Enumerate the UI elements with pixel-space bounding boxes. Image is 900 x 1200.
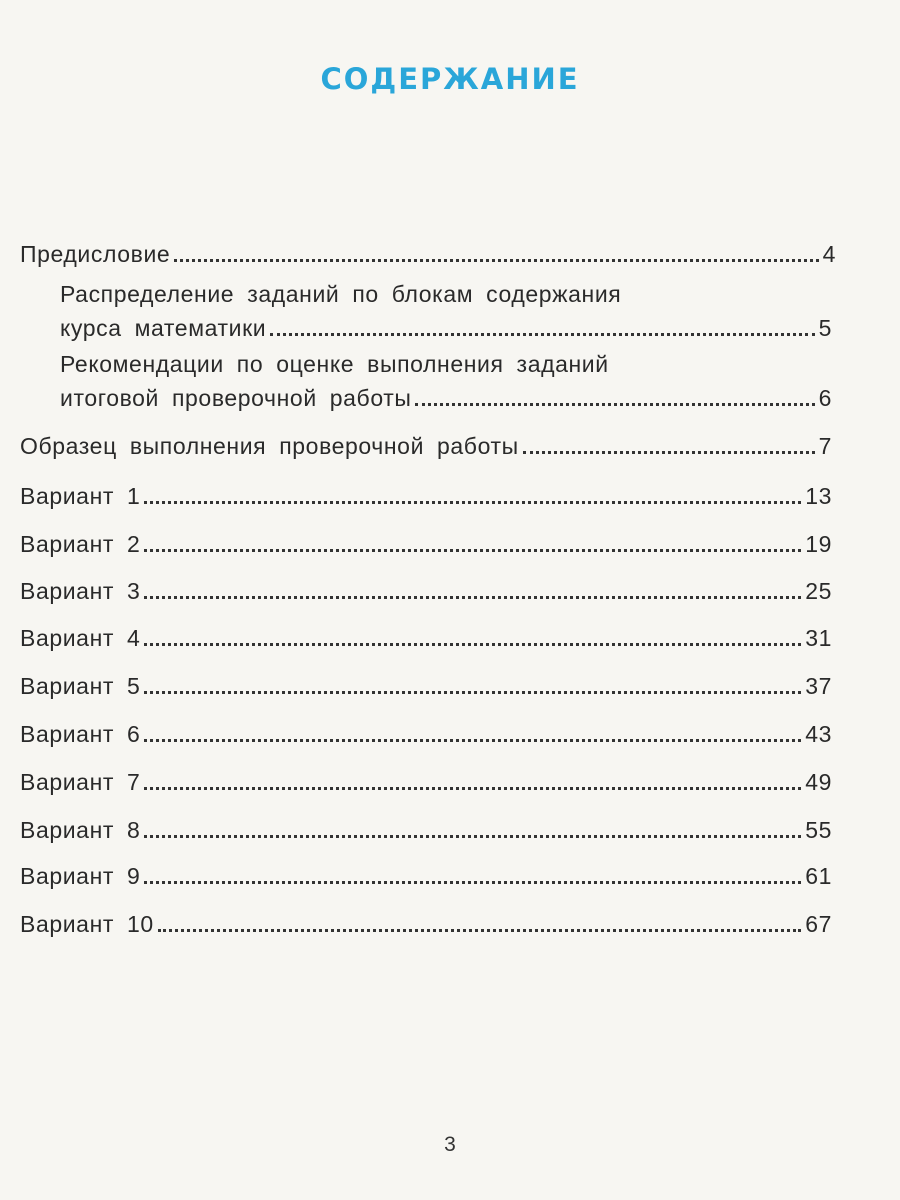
dot-leader [415,403,814,406]
toc-entry-label: курса математики [60,315,267,341]
toc-page-number: 13 [805,483,832,509]
dot-leader [270,333,814,336]
toc-page-number: 37 [805,673,832,699]
dot-leader [144,643,801,646]
dot-leader [144,691,801,694]
toc-page-number: 19 [805,531,832,557]
toc-entry-label: Вариант 6 [20,721,141,747]
toc-entry-variant-10[interactable] [20,910,832,938]
toc-entry-variant-8[interactable] [20,816,832,844]
toc-entry-label: Вариант 2 [20,531,141,557]
toc-entry-label: Вариант 5 [20,673,141,699]
toc-entry-variant-5[interactable] [20,672,832,700]
dot-leader [144,835,801,838]
toc-entry-label: Вариант 10 [20,911,154,937]
toc-entry-label: Вариант 4 [20,625,141,651]
toc-page-number: 7 [818,433,832,459]
page-title: СОДЕРЖАНИЕ [320,62,580,96]
toc-entry-variant-4[interactable] [20,624,832,652]
dot-leader [144,549,801,552]
dot-leader [144,787,801,790]
toc-entry-label: Распределение заданий по блокам содержания [60,281,622,307]
toc-entry-variant-2[interactable] [20,530,832,558]
toc-page-number: 67 [805,911,832,937]
dot-leader [158,929,801,932]
dot-leader [144,501,801,504]
toc-entry-label: Вариант 1 [20,483,141,509]
dot-leader [144,881,801,884]
toc-page-number: 31 [805,625,832,651]
toc-entry-label: Вариант 7 [20,769,141,795]
dot-leader [144,739,801,742]
toc-entry-variant-3[interactable] [20,577,832,605]
toc-entry-label: Вариант 9 [20,863,141,889]
toc-entry-label: Предисловие [20,241,171,267]
toc-entry-variant-6[interactable] [20,720,832,748]
toc-entry-sample[interactable] [20,432,832,460]
page-number: 3 [444,1133,456,1156]
toc-entry-label: Рекомендации по оценке выполнения заданий [60,351,609,377]
toc-entry-preface[interactable] [20,240,836,268]
dot-leader [174,259,818,262]
toc-entry-label: итоговой проверочной работы [60,385,412,411]
toc-page-number: 6 [818,385,832,411]
toc-entry-recommendations[interactable] [60,384,832,412]
toc-page-number: 43 [805,721,832,747]
toc-entry-distribution[interactable] [60,314,832,342]
toc-page-number: 25 [805,578,832,604]
toc-page-number: 55 [805,817,832,843]
toc-entry-variant-1[interactable] [20,482,832,510]
toc-entry-variant-9[interactable] [20,862,832,890]
toc-entry-label: Вариант 8 [20,817,141,843]
dot-leader [523,451,815,454]
dot-leader [144,596,801,599]
toc-entry-label: Образец выполнения проверочной работы [20,433,519,459]
toc-page-number: 5 [818,315,832,341]
toc-page-number: 49 [805,769,832,795]
toc-page-number: 61 [805,863,832,889]
toc-entry-variant-7[interactable] [20,768,832,796]
toc-entry-label: Вариант 3 [20,578,141,604]
toc-page-number: 4 [822,241,836,267]
